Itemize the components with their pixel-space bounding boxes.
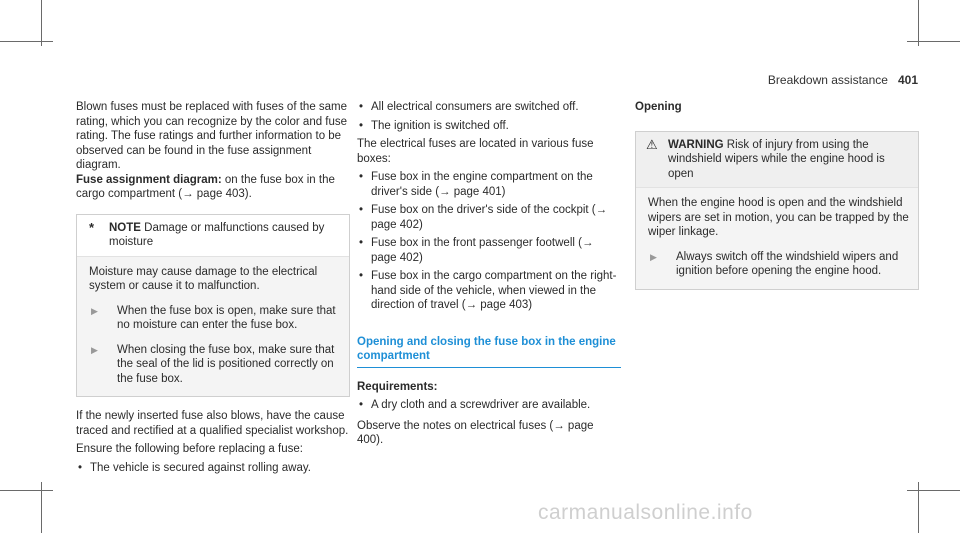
step-arrow-icon: ▶ [91,305,98,316]
section-name: Breakdown assistance [767,73,888,87]
column-right [635,100,919,290]
warning-body [636,187,918,289]
section-title: Opening and closing the fuse box in the engine compartment [357,335,621,368]
warning-subtitle: Risk of injury from using the windshield wipers while the engine hood is open [668,138,885,180]
warning-step [648,250,910,279]
warning-text: When the engine hood is open and the windshield wipers are set in motion, you can be trapped by the wiper linkage. [648,197,909,238]
note-title: NOTE [109,221,141,234]
crop-mark [0,490,53,491]
fuse-box-item: • Fuse box in the engine compartment on the driver's side (→ page 401) [357,170,621,199]
crop-mark [907,490,960,491]
warning-icon: ⚠ [646,136,658,152]
page-header [768,73,918,88]
note-step [89,304,341,333]
note-icon: * [89,219,95,235]
bullet-item: • The ignition is switched off. [357,119,621,134]
warning-title-line [668,138,910,182]
requirements-label: Requirements: [357,380,438,393]
note-box [76,214,350,398]
fuse-box-item: • Fuse box in the front passenger footwell (→ page 402) [357,236,621,265]
bullet-item: • All electrical consumers are switched off. [357,100,621,115]
bullet-item: • A dry cloth and a screwdriver are available. [357,398,621,413]
diagram-paragraph [76,173,350,202]
fuse-box-item: • Fuse box on the driver's side of the cockpit (→ page 402) [357,203,621,232]
step-arrow-icon: ▶ [91,344,98,355]
diagram-text: on the fuse box in the cargo compartment (→ page 403). [76,173,335,200]
step-text: When the fuse box is open, make sure that no moisture can enter the fuse box. [117,304,336,331]
note-step [89,343,341,387]
ensure-paragraph: Ensure the following before replacing a fuse: [76,443,303,455]
crop-mark [907,41,960,42]
note-header [77,215,349,256]
crop-mark [41,0,42,46]
warning-header [636,132,918,188]
step-text: Always switch off the windshield wipers and ignition before opening the engine hood. [676,250,899,277]
crop-mark [918,0,919,46]
note-subtitle: Damage or malfunctions caused by moisture [109,221,325,248]
fuse-box-item: • Fuse box in the cargo compartment on the right-hand side of the vehicle, when viewed in the direction of travel (→ page 403) [357,269,621,313]
intro-paragraph: Blown fuses must be replaced with fuses of the same rating, which you can recognize by the color and fuse rating. The fuse ratings and further information to be observed can be found in the fuse assignment diagram. [76,101,348,171]
after-paragraph: If the newly inserted fuse also blows, have the cause traced and rectified at a qualified specialist workshop. [76,410,349,437]
warning-title: WARNING [668,138,724,151]
located-paragraph: The electrical fuses are located in various fuse boxes: [357,138,594,165]
column-left [76,100,350,475]
opening-heading: Opening [635,101,682,113]
note-text: Moisture may cause damage to the electrical system or cause it to malfunction. [89,265,318,292]
diagram-label: Fuse assignment diagram: [76,173,222,186]
page-number: 401 [897,73,918,87]
watermark: carmanualsonline.info [538,501,753,524]
bullet-item: • The vehicle is secured against rolling away. [76,461,350,476]
note-body [77,256,349,397]
note-title-line [109,221,341,250]
step-arrow-icon: ▶ [650,251,657,262]
observe-paragraph: Observe the notes on electrical fuses (→ page 400). [357,419,594,446]
step-text: When closing the fuse box, make sure that the seal of the lid is positioned correctly on the fuse box. [117,343,335,385]
warning-box [635,131,919,290]
column-middle [357,100,621,448]
crop-mark [0,41,53,42]
